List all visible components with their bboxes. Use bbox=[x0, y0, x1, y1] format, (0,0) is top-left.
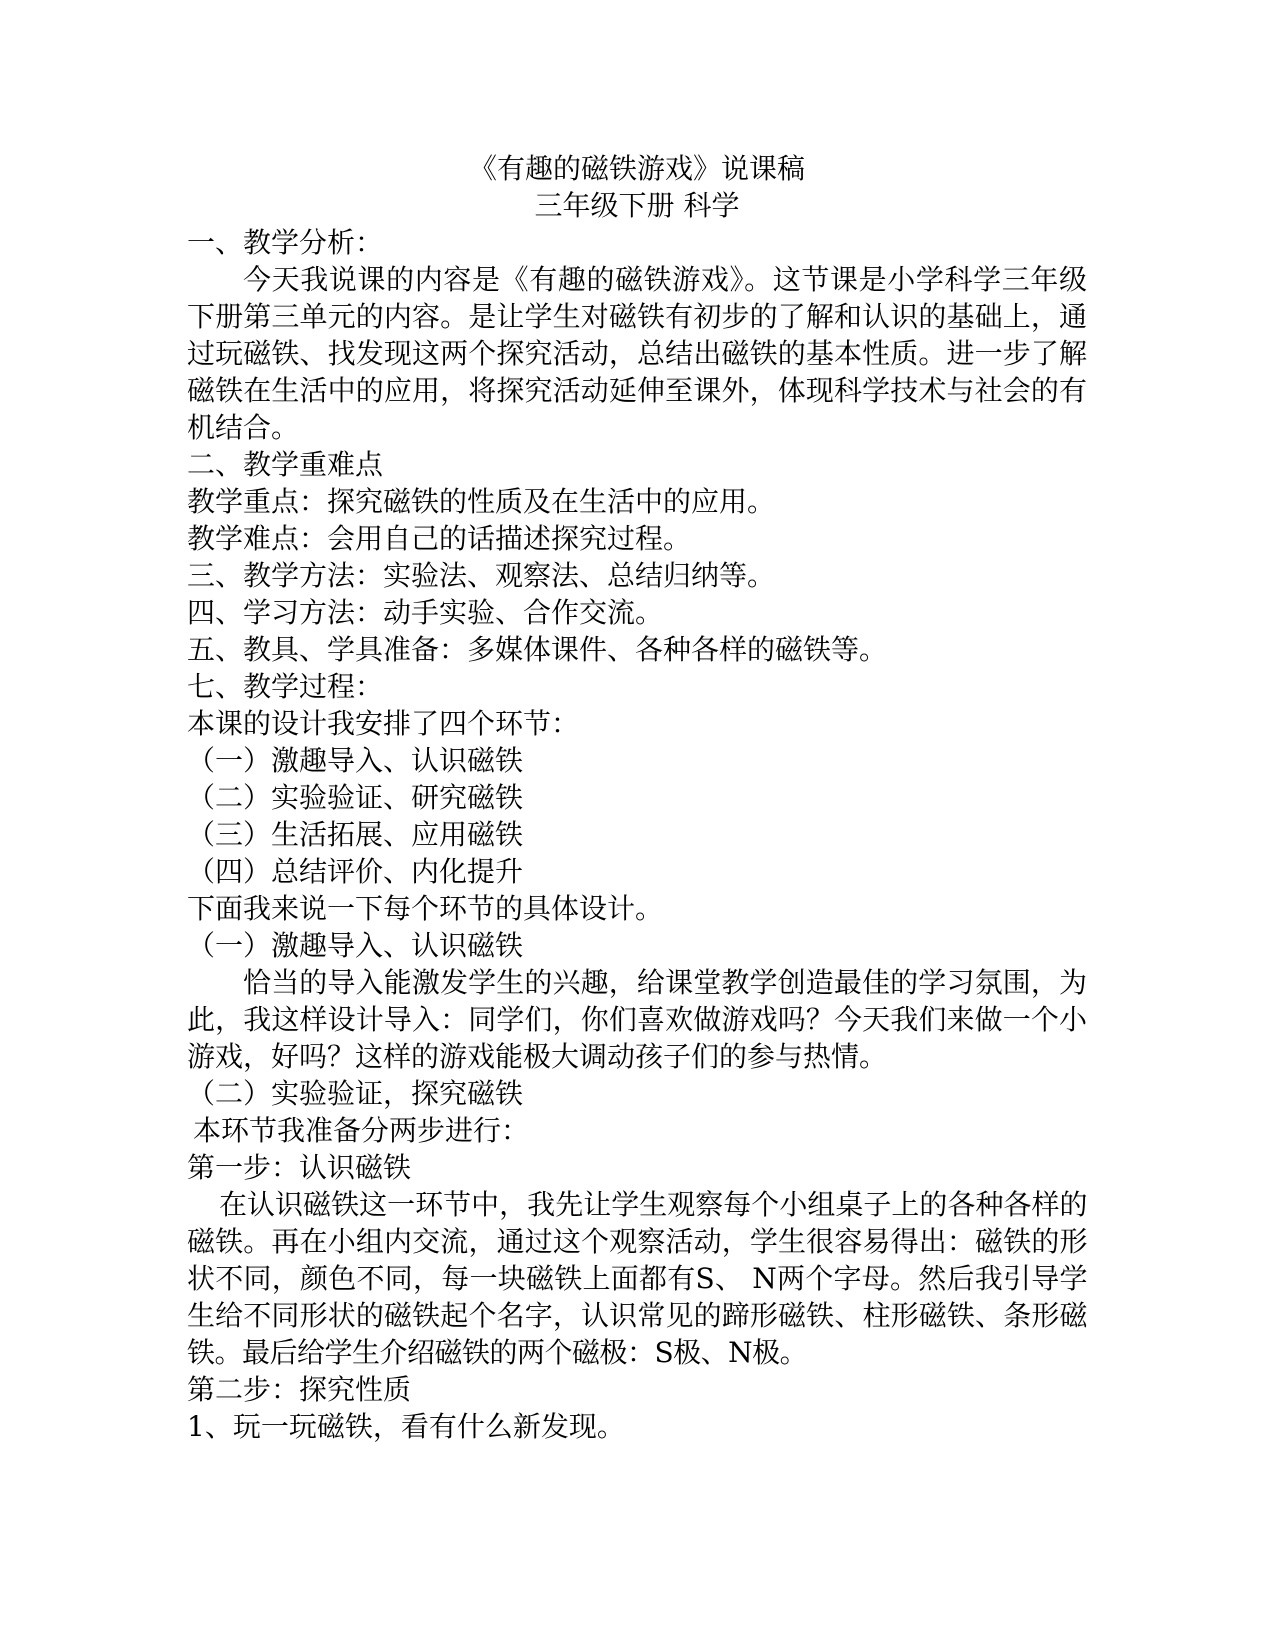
first-step-paragraph: 在认识磁铁这一环节中，我先让学生观察每个小组桌子上的各种各样的磁铁。再在小组内交流，通过这个观察活动，学生很容易得出：磁铁的形状不同，颜色不同，每一块磁铁上面都有S、 N两个字母。然后我引导学生给不同形状的磁铁起个名字，认识常见的蹄形磁铁、柱形磁铁、条形磁铁。最后给学生介绍磁铁的两个磁极：S极、N极。 bbox=[187, 1188, 1087, 1369]
analysis-paragraph: 今天我说课的内容是《有趣的磁铁游戏》。这节课是小学科学三年级下册第三单元的内容。是让学生对磁铁有初步的了解和认识的基础上，通过玩磁铁、找发现这两个探究活动，总结出磁铁的基本性质。进一步了解磁铁在生活中的应用，将探究活动延伸至课外，体现科学技术与社会的有机结合。 bbox=[187, 263, 1087, 444]
step1-paragraph: 恰当的导入能激发学生的兴趣，给课堂教学创造最佳的学习氛围，为此，我这样设计导入：同学们，你们喜欢做游戏吗？今天我们来做一个小游戏，好吗？这样的游戏能极大调动孩子们的参与热情。 bbox=[187, 966, 1087, 1073]
list-item: （二）实验验证、研究磁铁 bbox=[187, 781, 524, 814]
teaching-methods-line: 三、教学方法：实验法、观察法、总结归纳等。 bbox=[187, 559, 776, 592]
step1-heading: （一）激趣导入、认识磁铁 bbox=[187, 929, 524, 962]
document-title: 《有趣的磁铁游戏》说课稿 bbox=[468, 152, 805, 185]
section-heading-process: 七、教学过程： bbox=[187, 670, 384, 703]
step2-intro-line: 本环节我准备分两步进行： bbox=[193, 1114, 530, 1147]
list-item: （一）激趣导入、认识磁铁 bbox=[187, 744, 524, 777]
first-step-heading: 第一步：认识磁铁 bbox=[187, 1151, 412, 1184]
materials-line: 五、教具、学具准备：多媒体课件、各种各样的磁铁等。 bbox=[187, 633, 888, 666]
detail-intro-line: 下面我来说一下每个环节的具体设计。 bbox=[187, 892, 664, 925]
difficult-point-line: 教学难点：会用自己的话描述探究过程。 bbox=[187, 522, 692, 555]
key-point-line: 教学重点：探究磁铁的性质及在生活中的应用。 bbox=[187, 485, 776, 518]
item1-line: 1、玩一玩磁铁，看有什么新发现。 bbox=[187, 1410, 625, 1443]
section-heading-key-points: 二、教学重难点 bbox=[187, 448, 384, 481]
learning-methods-line: 四、学习方法：动手实验、合作交流。 bbox=[187, 596, 664, 629]
design-intro-line: 本课的设计我安排了四个环节： bbox=[187, 707, 580, 740]
second-step-heading: 第二步：探究性质 bbox=[187, 1373, 412, 1406]
list-item: （三）生活拓展、应用磁铁 bbox=[187, 818, 524, 851]
list-item: （四）总结评价、内化提升 bbox=[187, 855, 524, 888]
document-page bbox=[187, 150, 1087, 1445]
step2-heading: （二）实验验证，探究磁铁 bbox=[187, 1077, 524, 1110]
section-heading-analysis: 一、教学分析： bbox=[187, 226, 384, 259]
document-subtitle: 三年级下册 科学 bbox=[534, 189, 740, 222]
